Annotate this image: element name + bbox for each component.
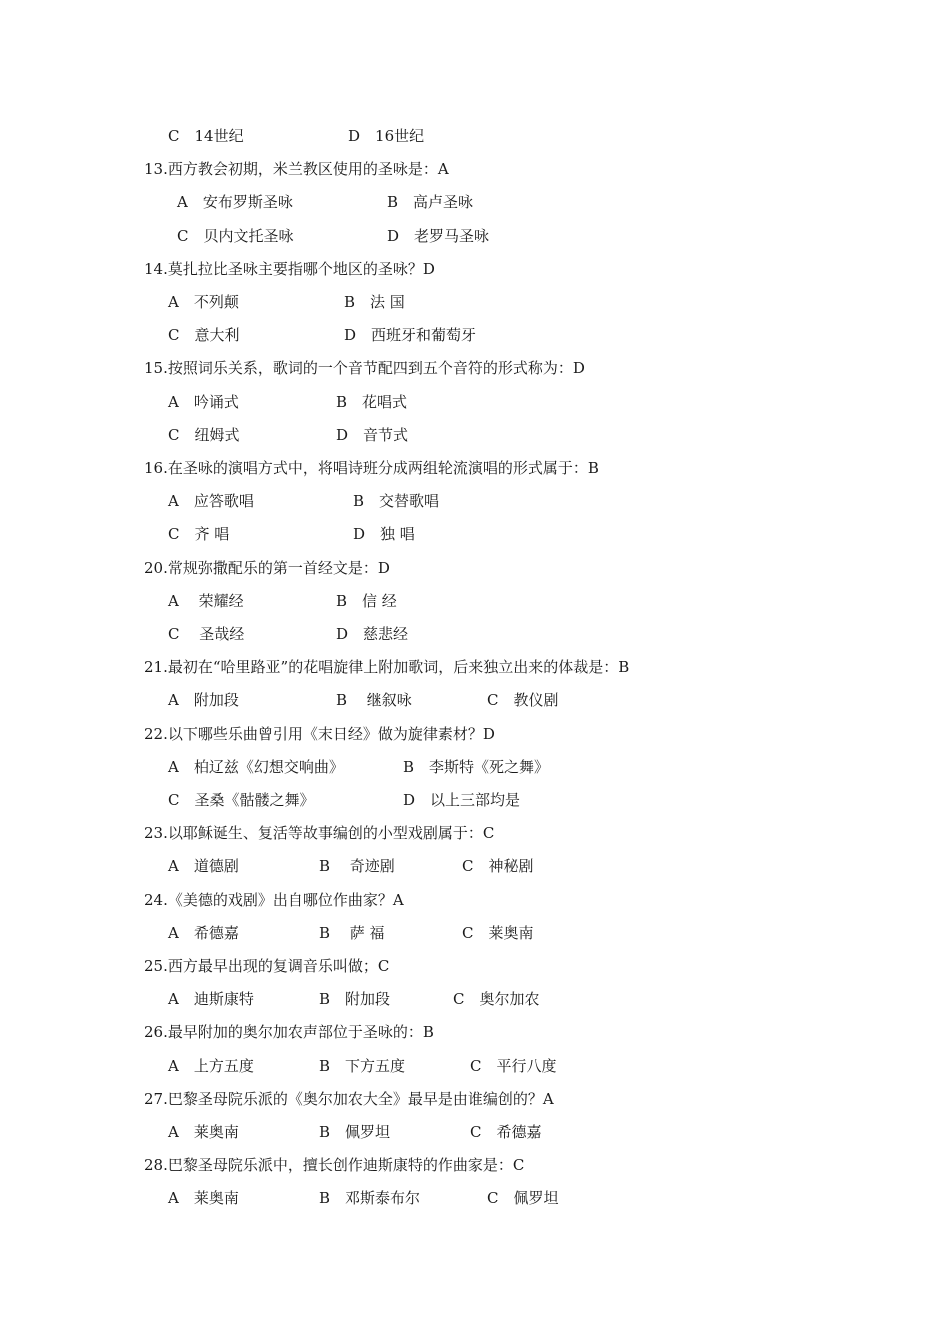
option-text: B 佩罗坦	[319, 1123, 391, 1141]
option-text: C 奥尔加农	[453, 990, 540, 1008]
option-text: C 平行八度	[470, 1057, 557, 1075]
option-text: D 西班牙和葡萄牙	[344, 326, 477, 344]
option-row	[0, 989, 950, 1009]
option-text: B 高卢圣咏	[387, 193, 474, 211]
option-text: A 荣耀经	[168, 592, 244, 610]
option-text: A 迪斯康特	[168, 990, 254, 1008]
question-text: 26.最早附加的奥尔加农声部位于圣咏的：B	[144, 1023, 434, 1041]
question-text: 28.巴黎圣母院乐派中，擅长创作迪斯康特的作曲家是：C	[144, 1156, 525, 1174]
option-row	[0, 491, 950, 511]
option-row	[0, 624, 950, 644]
option-row	[0, 226, 950, 246]
option-text: B 李斯特《死之舞》	[403, 758, 550, 776]
question-text: 20.常规弥撒配乐的第一首经文是：D	[144, 559, 390, 577]
question-text: 22.以下哪些乐曲曾引用《末日经》做为旋律素材？D	[144, 725, 495, 743]
question-text: 14.莫扎拉比圣咏主要指哪个地区的圣咏？D	[144, 260, 435, 278]
option-text: C 贝内文托圣咏	[177, 227, 294, 245]
option-text: B 交替歌唱	[353, 492, 440, 510]
option-text: C 圣桑《骷髅之舞》	[168, 791, 315, 809]
question-text: 23.以耶稣诞生、复活等故事编创的小型戏剧属于：C	[144, 824, 495, 842]
option-text: C 佩罗坦	[487, 1189, 559, 1207]
option-row	[0, 690, 950, 710]
option-text: C 希德嘉	[470, 1123, 542, 1141]
option-text: B 附加段	[319, 990, 391, 1008]
option-row	[0, 591, 950, 611]
option-row	[0, 1056, 950, 1076]
question-text: 24.《美德的戏剧》出自哪位作曲家？A	[144, 891, 404, 909]
option-text: C 神秘剧	[462, 857, 534, 875]
option-text: D 以上三部均是	[403, 791, 521, 809]
question-text: 25.西方最早出现的复调音乐叫做；C	[144, 957, 390, 975]
option-row	[0, 292, 950, 312]
option-row	[0, 1122, 950, 1142]
option-text: C 齐 唱	[168, 525, 230, 543]
option-text: D 慈悲经	[336, 625, 409, 643]
option-text: C 莱奥南	[462, 924, 534, 942]
option-text: C 圣哉经	[168, 625, 245, 643]
option-text: A 道德剧	[168, 857, 239, 875]
option-row	[0, 192, 950, 212]
option-text: A 不列颠	[168, 293, 239, 311]
option-row	[0, 790, 950, 810]
option-text: C 纽姆式	[168, 426, 240, 444]
question-text: 21.最初在“哈里路亚”的花唱旋律上附加歌词，后来独立出来的体裁是：B	[144, 658, 630, 676]
option-text: B 邓斯泰布尔	[319, 1189, 421, 1207]
option-text: A 上方五度	[168, 1057, 254, 1075]
option-row	[0, 923, 950, 943]
option-row	[0, 856, 950, 876]
option-text: B 下方五度	[319, 1057, 406, 1075]
option-row	[0, 757, 950, 777]
question-text: 16.在圣咏的演唱方式中，将唱诗班分成两组轮流演唱的形式属于：B	[144, 459, 599, 477]
option-text: A 吟诵式	[168, 393, 239, 411]
option-text: B 继叙咏	[336, 691, 412, 709]
option-text: B 萨 福	[319, 924, 385, 942]
question-text: 13.西方教会初期，米兰教区使用的圣咏是：A	[144, 160, 449, 178]
option-text: B 法 国	[344, 293, 405, 311]
option-row	[0, 325, 950, 345]
question-text: 27.巴黎圣母院乐派的《奥尔加农大全》最早是由谁编创的？A	[144, 1090, 554, 1108]
option-text: B 奇迹剧	[319, 857, 395, 875]
option-text: C 14世纪	[168, 127, 244, 145]
option-text: A 附加段	[168, 691, 239, 709]
option-text: D 音节式	[336, 426, 409, 444]
option-text: B 花唱式	[336, 393, 408, 411]
option-row	[0, 126, 950, 146]
option-text: C 意大利	[168, 326, 240, 344]
option-text: A 应答歌唱	[168, 492, 254, 510]
option-text: A 莱奥南	[168, 1189, 239, 1207]
option-row	[0, 1188, 950, 1208]
option-text: A 安布罗斯圣咏	[177, 193, 293, 211]
option-row	[0, 524, 950, 544]
option-text: A 莱奥南	[168, 1123, 239, 1141]
option-text: D 老罗马圣咏	[387, 227, 490, 245]
option-text: D 独 唱	[353, 525, 415, 543]
option-text: C 教仪剧	[487, 691, 559, 709]
option-text: A 希德嘉	[168, 924, 239, 942]
option-row	[0, 425, 950, 445]
option-text: A 柏辽兹《幻想交响曲》	[168, 758, 344, 776]
question-text: 15.按照词乐关系，歌词的一个音节配四到五个音符的形式称为：D	[144, 359, 585, 377]
option-row	[0, 392, 950, 412]
option-text: B 信 经	[336, 592, 397, 610]
option-text: D 16世纪	[348, 127, 425, 145]
